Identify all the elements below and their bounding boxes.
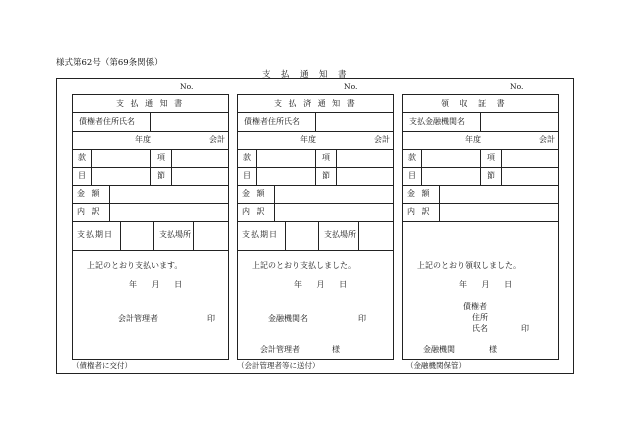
creditor-address-name-label: 債権者住所氏名 [79, 117, 135, 126]
seal-mark: 印 [358, 314, 366, 323]
treasurer-label: 会計管理者 [118, 314, 158, 323]
panel-payment-completed-notice [237, 94, 394, 360]
account-label: 会計 [374, 135, 390, 144]
footer-note-2: （会計管理者等に送付） [237, 361, 320, 370]
moku-label: 目 [78, 171, 86, 180]
creditor-address-name-label: 債権者住所氏名 [244, 117, 300, 126]
statement: 上記のとおり支払います。 [87, 261, 183, 270]
date-line: 年 月 日 [129, 280, 183, 289]
address-label: 住所 [472, 313, 488, 322]
seal-mark: 印 [207, 314, 215, 323]
moku-label: 目 [408, 171, 416, 180]
panel-heading: 支 払 通 知 書 [116, 99, 185, 108]
no-label-1: No. [180, 82, 194, 91]
amount-label: 金 額 [242, 189, 267, 198]
fiscal-year-label: 年度 [300, 135, 316, 144]
payment-date-label: 支払期日 [77, 230, 113, 239]
payment-place-label: 支払場所 [324, 230, 356, 239]
creditor-label: 債権者 [463, 302, 487, 311]
panel-heading: 支 払 済 通 知 書 [274, 99, 357, 108]
panel-payment-notice [72, 94, 229, 360]
statement: 上記のとおり支払しました。 [252, 261, 356, 270]
fiscal-year-label: 年度 [135, 135, 151, 144]
amount-label: 金 額 [407, 189, 432, 198]
bank-name-label: 金融機関名 [268, 314, 308, 323]
breakdown-label: 内 訳 [77, 207, 102, 216]
no-label-3: No. [510, 82, 524, 91]
form-number: 様式第62号（第69条関係） [56, 58, 163, 68]
date-line: 年 月 日 [459, 280, 513, 289]
statement: 上記のとおり領収しました。 [417, 261, 521, 270]
paying-bank-name-label: 支払金融機関名 [409, 117, 465, 126]
honorific: 様 [332, 345, 340, 354]
kan-label: 款 [408, 153, 416, 162]
bank-label: 金融機関 [423, 345, 455, 354]
breakdown-label: 内 訳 [407, 207, 432, 216]
no-label-2: No. [344, 82, 358, 91]
kou-label: 項 [322, 153, 330, 162]
document-title: 支 払 通 知 書 [262, 70, 348, 80]
kan-label: 款 [78, 153, 86, 162]
date-line: 年 月 日 [294, 280, 348, 289]
seal-mark: 印 [521, 324, 529, 333]
fiscal-year-label: 年度 [465, 135, 481, 144]
payment-place-label: 支払場所 [159, 230, 191, 239]
setsu-label: 節 [322, 171, 330, 180]
account-label: 会計 [539, 135, 555, 144]
setsu-label: 節 [487, 171, 495, 180]
panel-heading: 領 収 証 書 [441, 99, 509, 108]
breakdown-label: 内 訳 [242, 207, 267, 216]
treasurer-label: 会計管理者 [260, 345, 300, 354]
kan-label: 款 [243, 153, 251, 162]
payment-date-label: 支払期日 [242, 230, 278, 239]
setsu-label: 節 [157, 171, 165, 180]
moku-label: 目 [243, 171, 251, 180]
name-label: 氏名 [472, 324, 488, 333]
kou-label: 項 [157, 153, 165, 162]
footer-note-1: （債権者に交付） [72, 361, 132, 370]
honorific: 様 [489, 345, 497, 354]
account-label: 会計 [209, 135, 225, 144]
footer-note-3: （金融機関保管） [406, 361, 466, 370]
kou-label: 項 [487, 153, 495, 162]
amount-label: 金 額 [77, 189, 102, 198]
panel-receipt [402, 94, 559, 360]
